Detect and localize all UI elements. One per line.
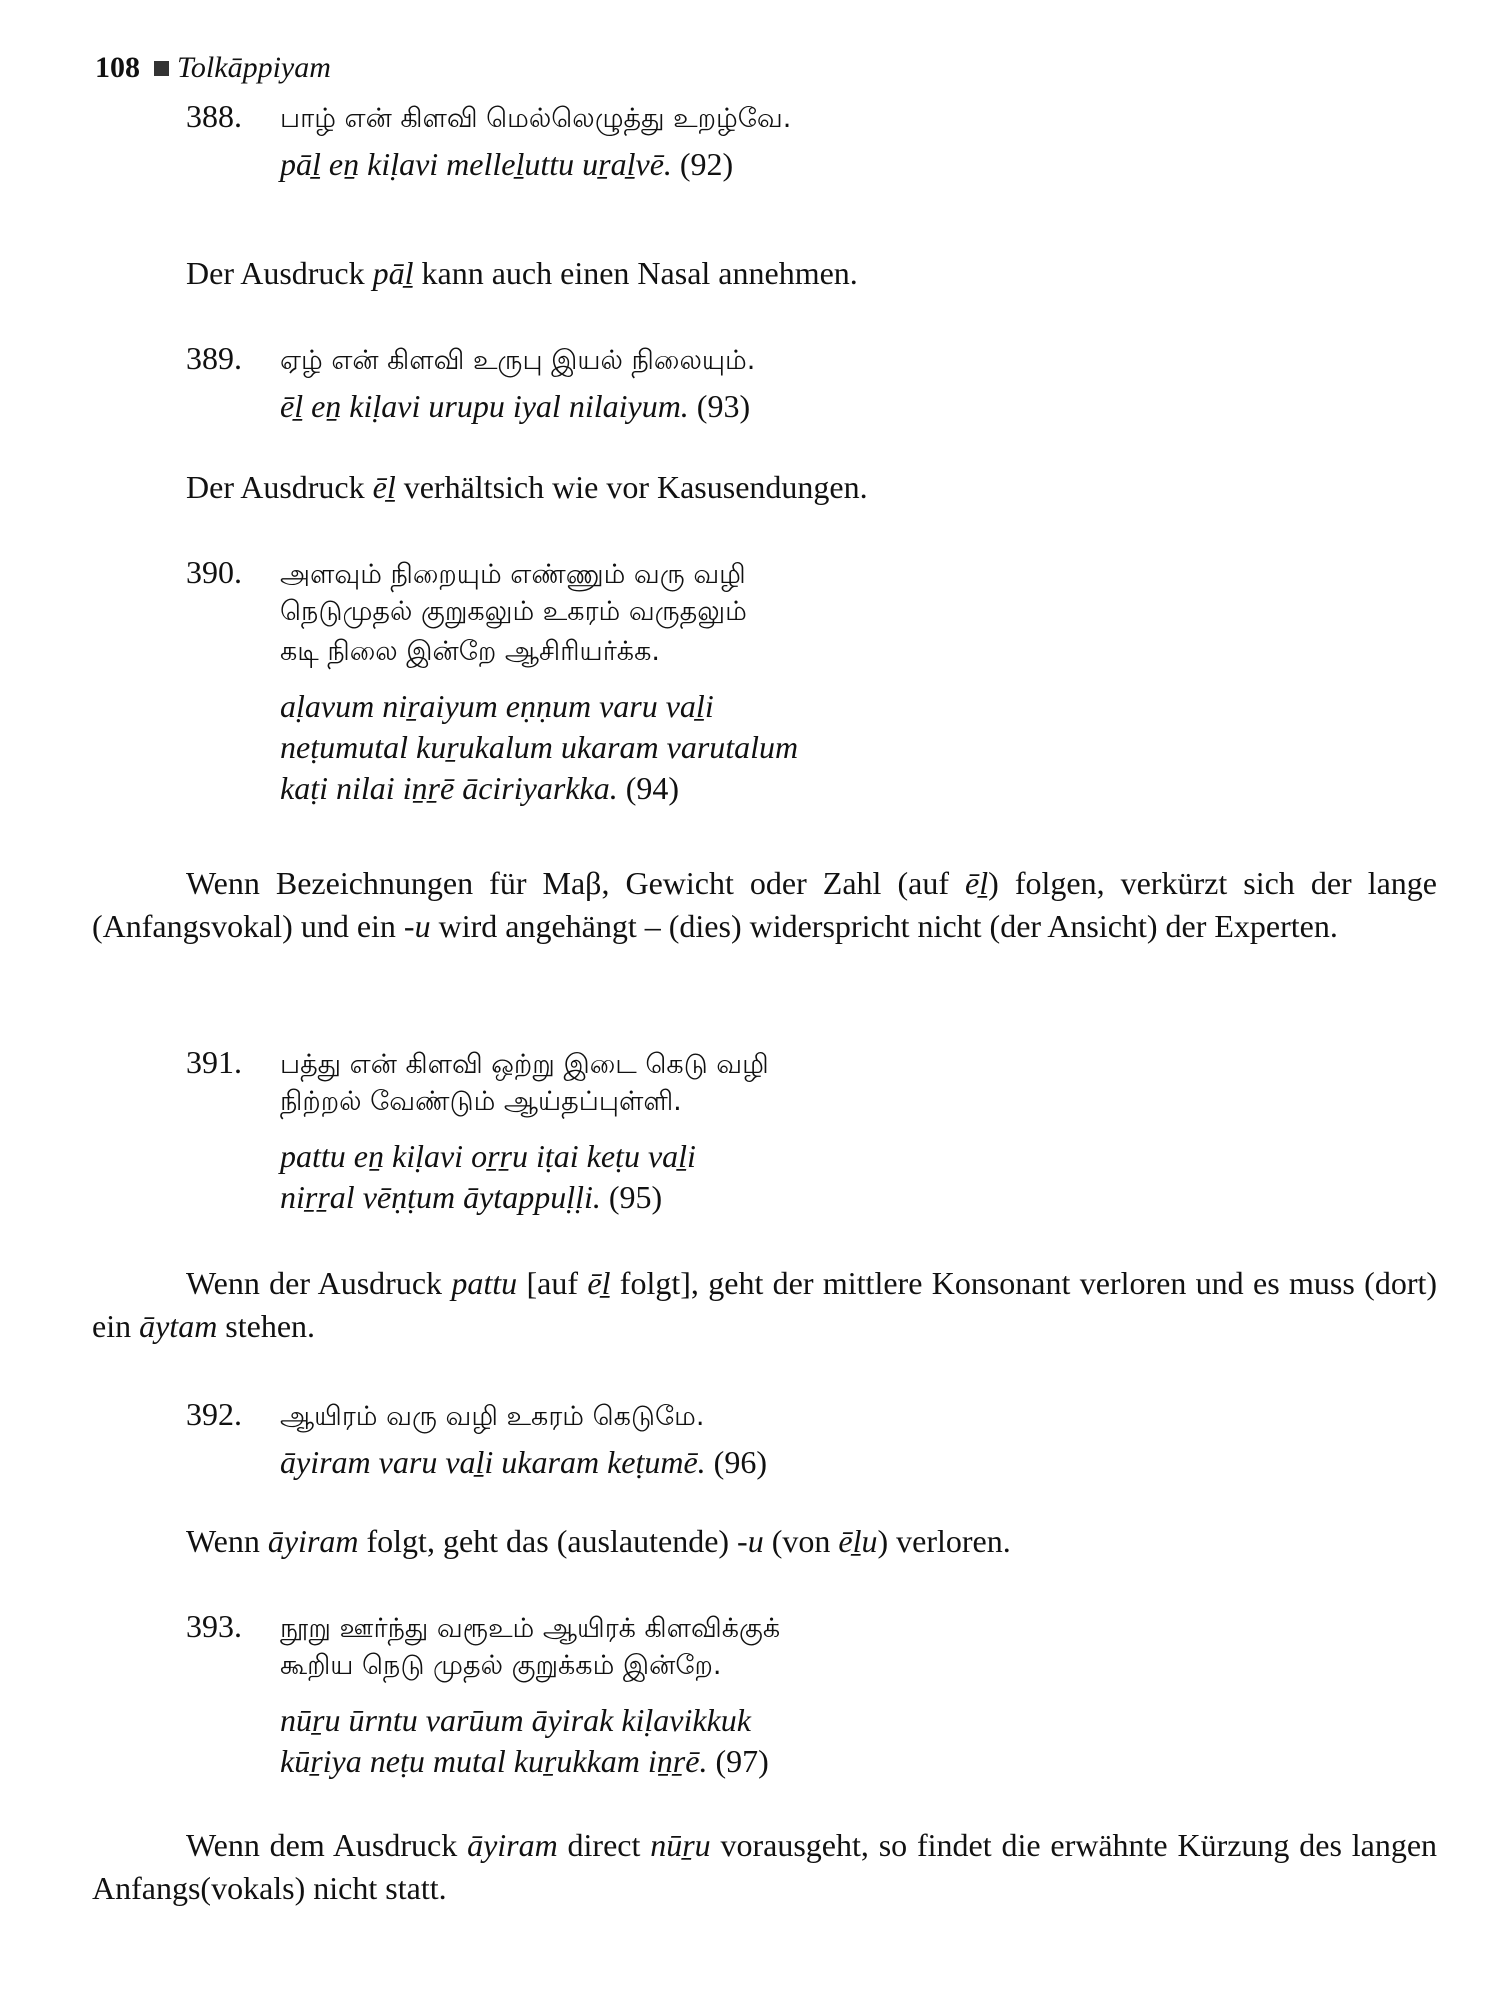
- translit-line: nūṟu ūrntu varūum āyirak kiḷavikkuk: [280, 1702, 751, 1738]
- tamil-line: நூறு ஊர்ந்து வரூஉம் ஆயிரக் கிளவிக்குக்: [280, 1613, 781, 1644]
- verse-number: 389.: [186, 340, 242, 376]
- translit-line: aḷavum niṟaiyum eṇṇum varu vaḻi: [280, 688, 714, 724]
- translation-388: Der Ausdruck pāḻ kann auch einen Nasal annehmen.: [186, 255, 858, 291]
- tamil-line: பாழ் என் கிளவி மெல்லெழுத்து உறழ்வே.: [280, 103, 792, 134]
- square-bullet-icon: [154, 61, 169, 76]
- verse-reference: (96): [713, 1444, 767, 1480]
- tamil-line: அளவும் நிறையும் எண்ணும் வரு வழி: [280, 559, 746, 590]
- translit-line: kaṭi nilai iṉṟē āciriyarkka.: [280, 770, 618, 806]
- transliteration: [186, 386, 1436, 427]
- tamil-line: ஆயிரம் வரு வழி உகரம் கெடுமே.: [280, 1401, 705, 1432]
- translit-line: pattu eṉ kiḷavi oṟṟu iṭai keṭu vaḻi: [280, 1138, 696, 1174]
- transliteration: [186, 144, 1436, 185]
- verse-388: [186, 96, 1436, 185]
- tamil-line: நிற்றல் வேண்டும் ஆய்தப்புள்ளி.: [280, 1086, 682, 1117]
- verse-reference: (97): [715, 1743, 769, 1779]
- transliteration: [186, 1700, 1436, 1782]
- verse-number: 392.: [186, 1396, 242, 1432]
- tamil-line: கூறிய நெடு முதல் குறுக்கம் இன்றே.: [280, 1650, 722, 1681]
- verse-391: [186, 1042, 1436, 1218]
- transliteration: [186, 1442, 1436, 1483]
- tamil-line: நெடுமுதல் குறுகலும் உகரம் வருதலும்: [280, 596, 747, 627]
- translit-line: neṭumutal kuṟukalum ukaram varutalum: [280, 729, 799, 765]
- verse-number: 388.: [186, 98, 242, 134]
- tamil-line: கடி நிலை இன்றே ஆசிரியர்க்க.: [280, 636, 660, 667]
- translation-391: Wenn der Ausdruck pattu [auf ēḻ folgt], geht der mittlere Konsonant verloren und es muss (dort) ein āytam stehen.: [92, 1265, 1438, 1344]
- translit-line: pāḻ eṉ kiḷavi melleḻuttu uṟaḻvē.: [280, 146, 672, 182]
- translation-389: Der Ausdruck ēḻ verhältsich wie vor Kasusendungen.: [186, 469, 868, 505]
- verse-389: [186, 338, 1436, 427]
- book-title: Tolkāppiyam: [177, 51, 331, 84]
- verse-reference: (94): [625, 770, 680, 806]
- running-header: [95, 48, 331, 88]
- translit-line: niṟṟal vēṇṭum āytappuḷḷi.: [280, 1179, 601, 1215]
- translation-390: Wenn Bezeichnungen für Maβ, Gewicht oder Zahl (auf ēḻ) folgen, verkürzt sich der lange (Anfangsvokal) und ein -u wird angehängt – (dies) widerspricht nicht (der Ansicht) der Experten.: [92, 865, 1438, 944]
- transliteration: [186, 1136, 1436, 1218]
- translation-393: Wenn dem Ausdruck āyiram direct nūṟu vorausgeht, so findet die erwähnte Kürzung des langen Anfangs(vokals) nicht statt.: [92, 1827, 1438, 1906]
- verse-number: 393.: [186, 1608, 242, 1644]
- verse-392: [186, 1394, 1436, 1483]
- translation-392: Wenn āyiram folgt, geht das (auslautende) -u (von ēḻu) verloren.: [186, 1523, 1011, 1559]
- verse-reference: (95): [608, 1179, 663, 1215]
- verse-number: 390.: [186, 554, 242, 590]
- verse-390: [186, 552, 1436, 809]
- translit-line: ēḻ eṉ kiḷavi urupu iyal nilaiyum.: [280, 388, 689, 424]
- translit-line: āyiram varu vaḻi ukaram keṭumē.: [280, 1444, 706, 1480]
- page-number: 108: [95, 51, 140, 84]
- verse-393: [186, 1606, 1436, 1782]
- translit-line: kūṟiya neṭu mutal kuṟukkam iṉṟē.: [280, 1743, 708, 1779]
- transliteration: [186, 686, 1436, 809]
- tamil-line: பத்து என் கிளவி ஒற்று இடை கெடு வழி: [280, 1049, 769, 1080]
- verse-reference: (92): [679, 146, 734, 182]
- verse-reference: (93): [696, 388, 751, 424]
- verse-number: 391.: [186, 1044, 242, 1080]
- tamil-line: ஏழ் என் கிளவி உருபு இயல் நிலையும்.: [280, 345, 756, 376]
